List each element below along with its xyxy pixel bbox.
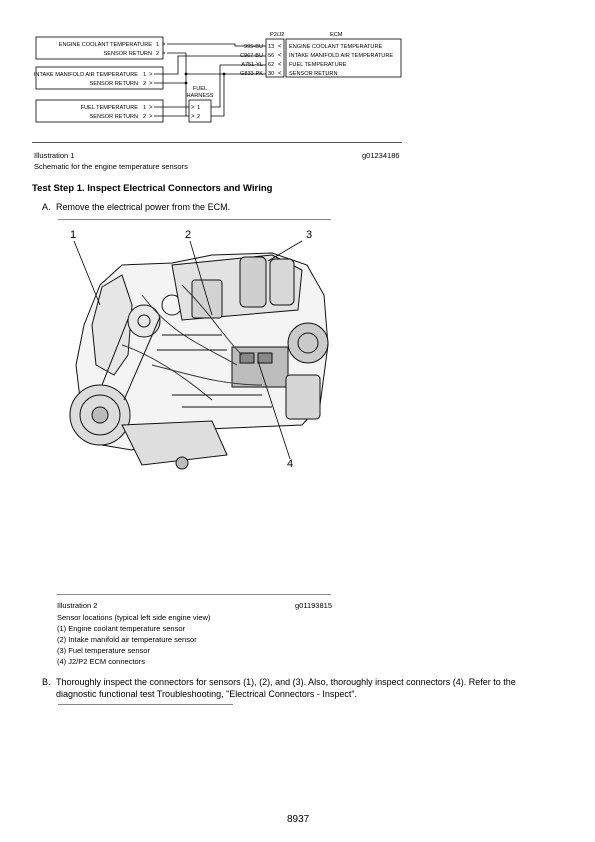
wire-label: 995-BU [244, 44, 263, 50]
section-title: Test Step 1. Inspect Electrical Connectors and Wiring [32, 183, 273, 194]
svg-text:SENSOR RETURN: SENSOR RETURN [289, 71, 338, 77]
callout-3: 3 [306, 229, 313, 241]
legend-item: (3) Fuel temperature sensor [57, 646, 150, 655]
step-a-letter: A. [42, 202, 51, 212]
wire-label: G833-PK [239, 71, 263, 77]
illustration-2-label: Illustration 2 [57, 601, 98, 610]
svg-text:1: 1 [143, 72, 147, 78]
engine-illustration [62, 225, 342, 487]
connector-label: P2/J2 [270, 32, 285, 38]
svg-text:<: < [278, 44, 282, 50]
svg-text:1: 1 [156, 42, 160, 48]
coolant-sensor-label: ENGINE COOLANT TEMPERATURE [58, 42, 152, 48]
illustration-2-caption: Sensor locations (typical left side engine view) [57, 613, 211, 622]
svg-text:<: < [278, 53, 282, 59]
wire-label: C967-BU [239, 53, 263, 59]
illustration-1-label: Illustration 1 [34, 151, 75, 160]
callout-2: 2 [185, 229, 192, 241]
svg-text:FUEL TEMPERATURE: FUEL TEMPERATURE [289, 62, 347, 68]
legend-item: (4) J2/P2 ECM connectors [57, 657, 145, 666]
svg-text:>: > [191, 105, 195, 111]
svg-text:>: > [162, 42, 166, 48]
callout-4: 4 [287, 458, 294, 470]
svg-text:13: 13 [268, 44, 275, 50]
schematic-rule [32, 142, 402, 143]
legend-item: (1) Engine coolant temperature sensor [57, 624, 185, 633]
step-b-line-2: diagnostic functional test Troubleshooting, "Electrical Connectors - Inspect". [56, 689, 358, 699]
fuel-return-label: SENSOR RETURN [89, 114, 138, 120]
illustration-1-code: g01234186 [362, 151, 400, 160]
svg-text:INTAKE MANIFOLD AIR TEMPERATUR: INTAKE MANIFOLD AIR TEMPERATURE [289, 53, 394, 59]
svg-text:>: > [149, 114, 153, 120]
svg-text:1: 1 [143, 105, 147, 111]
svg-text:>: > [162, 51, 166, 57]
svg-text:<: < [278, 71, 282, 77]
legend-item: (2) Intake manifold air temperature sensor [57, 635, 197, 644]
intake-return-label: SENSOR RETURN [89, 81, 138, 87]
page-number: 8937 [287, 814, 310, 825]
svg-text:2: 2 [143, 114, 147, 120]
svg-text:>: > [191, 114, 195, 120]
svg-text:56: 56 [268, 53, 275, 59]
step-b-rule [58, 704, 233, 705]
svg-text:1: 1 [197, 105, 201, 111]
intake-sensor-label: INTAKE MANIFOLD AIR TEMPERATURE [33, 72, 138, 78]
illustration-2-rule [57, 594, 331, 595]
coolant-return-label: SENSOR RETURN [103, 51, 152, 57]
illustration-1-caption: Schematic for the engine temperature sensors [34, 162, 188, 171]
fuel-harness-label-2: HARNESS [186, 93, 214, 99]
ecm-label: ECM [330, 32, 343, 38]
fuel-harness-label-1: FUEL [192, 86, 208, 92]
svg-text:>: > [149, 105, 153, 111]
svg-text:2: 2 [156, 51, 160, 57]
svg-text:<: < [278, 62, 282, 68]
fuel-sensor-label: FUEL TEMPERATURE [80, 105, 138, 111]
svg-text:>: > [149, 81, 153, 87]
svg-text:2: 2 [197, 114, 201, 120]
svg-text:30: 30 [268, 71, 275, 77]
wire-label: A751-YL [241, 62, 263, 68]
callout-1: 1 [70, 229, 77, 241]
svg-text:2: 2 [143, 81, 147, 87]
svg-text:>: > [149, 72, 153, 78]
svg-text:ENGINE COOLANT TEMPERATURE: ENGINE COOLANT TEMPERATURE [289, 44, 383, 50]
step-b-letter: B. [42, 677, 51, 687]
temperature-sensor-schematic [30, 28, 410, 128]
svg-text:62: 62 [268, 62, 275, 68]
illustration-2-code: g01193815 [295, 601, 332, 610]
step-a-rule [58, 219, 331, 220]
step-a-text: Remove the electrical power from the ECM. [56, 202, 231, 212]
step-b-line-1: Thoroughly inspect the connectors for sensors (1), (2), and (3). Also, thoroughly inspect connectors (4). Refer to the [56, 677, 516, 687]
